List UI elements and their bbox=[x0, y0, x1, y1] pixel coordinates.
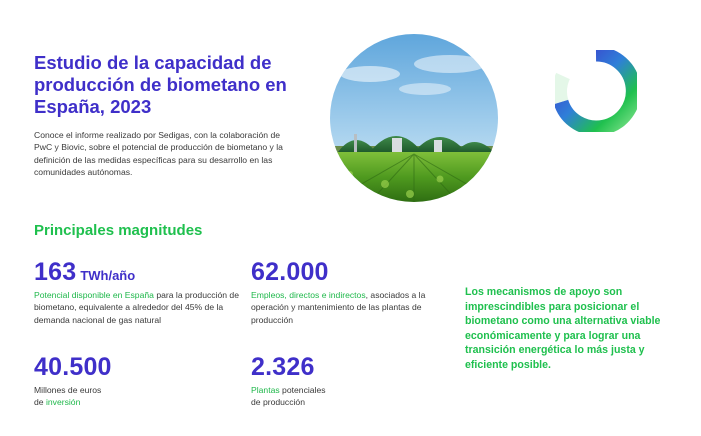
stat-highlight: inversión bbox=[45, 397, 81, 408]
stat-description-rest: para la producción de biometano, equivalente a alrededor del 45% de la demanda nacional de gas natural bbox=[34, 290, 239, 325]
stat-description-rest: potenciales bbox=[279, 385, 326, 395]
stat-value: 62.000 bbox=[251, 258, 329, 286]
stat-highlight: Plantas bbox=[251, 385, 280, 395]
biogas-plant-photo bbox=[330, 34, 498, 202]
stat-description-line1: Millones de euros bbox=[34, 385, 102, 395]
stat-highlight: Potencial disponible en España bbox=[34, 290, 154, 300]
section-title-magnitudes: Principales magnitudes bbox=[34, 222, 203, 239]
stat-plants bbox=[251, 353, 401, 409]
ring-logo-icon bbox=[555, 50, 637, 132]
stat-description-rest: , asociados a la operación y mantenimiento de las plantas de producción bbox=[251, 290, 426, 325]
intro-text: Conoce el informe realizado por Sedigas, con la colaboración de PwC y Biovic, sobre el potencial de producción de biometano y la definición de las medidas específicas para su desarrollo en las comunidades autónomas. bbox=[34, 130, 283, 178]
stat-description bbox=[251, 384, 401, 409]
stat-value: 163 bbox=[34, 258, 77, 286]
stat-description bbox=[34, 289, 244, 326]
stat-highlight: Empleos, directos e indirectos bbox=[251, 290, 366, 300]
quote-text: Los mecanismos de apoyo son imprescindibles para posicionar el biometano como una alternativa viable económicamente y para lograr una transición energética lo más justa y eficiente posible. bbox=[465, 286, 661, 371]
page-title: Estudio de la capacidad de producción de biometano en España, 2023 bbox=[34, 52, 287, 117]
stat-investment bbox=[34, 353, 184, 409]
stat-description bbox=[251, 289, 456, 326]
stat-jobs bbox=[251, 258, 456, 326]
stat-description-line2: de producción bbox=[251, 397, 305, 408]
stat-potential bbox=[34, 258, 244, 326]
stat-description bbox=[34, 384, 184, 409]
stat-value: 40.500 bbox=[34, 353, 112, 381]
stat-value: 2.326 bbox=[251, 353, 315, 381]
stat-unit: TWh/año bbox=[80, 268, 136, 283]
stat-description-pre: de bbox=[34, 397, 46, 408]
